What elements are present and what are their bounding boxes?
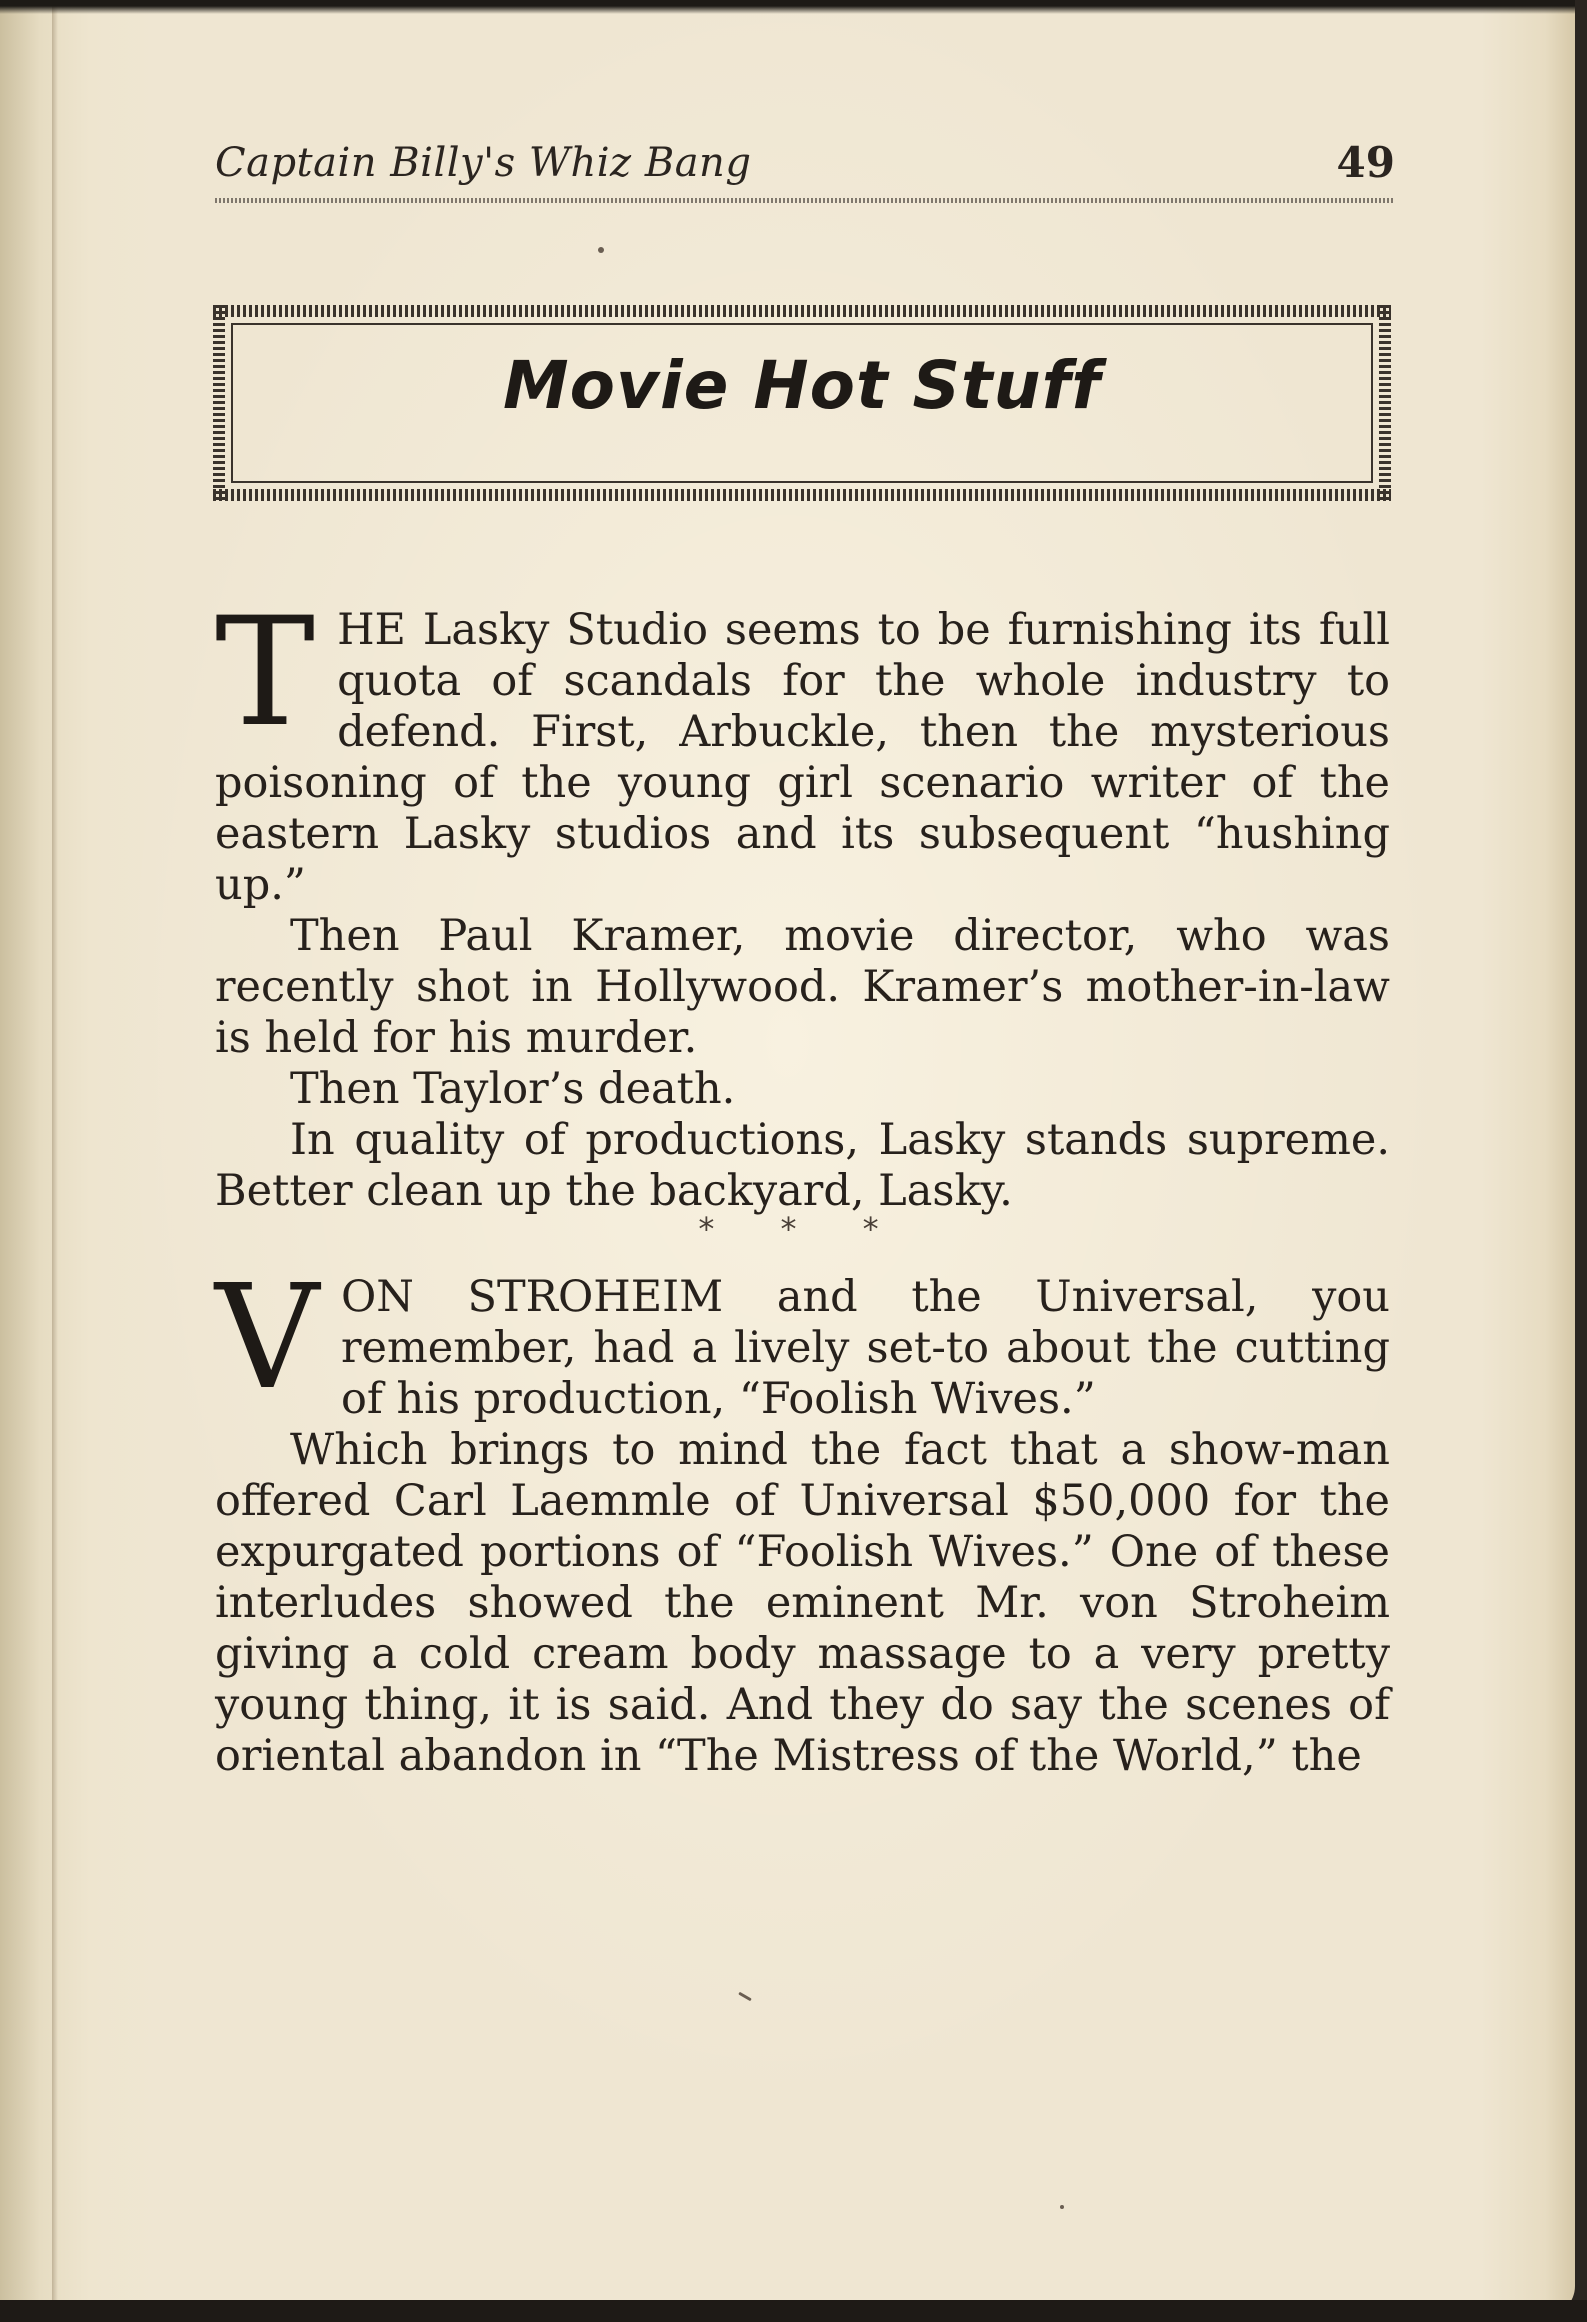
drop-cap-t: T — [215, 586, 316, 760]
paragraph-3: Then Taylor’s death. — [290, 1064, 736, 1114]
section-separator: * * * — [698, 1210, 907, 1248]
paragraph-5 — [215, 1253, 1390, 1425]
paragraph-4: In quality of productions, Lasky stands supreme. Better clean up the backyard, Lasky. — [215, 1115, 1390, 1216]
article-title-box — [213, 305, 1391, 501]
paragraph-1-text: HE Lasky Studio seems to be furnishing its full quota of scandals for the whole industry to defend. First, Arbuckle, then the mysterious poisoning of the young girl scenario writer of the eastern Lasky studios and its subsequent “hushing up.” — [215, 605, 1390, 910]
ink-speck — [1060, 2205, 1064, 2209]
running-header — [215, 140, 1395, 200]
paragraph-1 — [215, 586, 1390, 911]
title-box-border-bottom — [213, 489, 1391, 501]
magazine-title: Captain Billy's Whiz Bang — [215, 140, 752, 186]
ink-speck — [598, 247, 604, 253]
article-section-stroheim — [215, 1253, 1390, 1782]
title-box-border-top — [213, 305, 1391, 317]
page-bottom-edge — [0, 2300, 1587, 2322]
page-top-edge — [0, 0, 1575, 14]
ink-speck — [738, 1992, 752, 2002]
article-title: Movie Hot Stuff — [502, 347, 1101, 424]
paragraph-6: Which brings to mind the fact that a show-man offered Carl Laemmle of Universal $50,000 for the expurgated portions of “Foolish Wives.” One of these interludes showed the eminent Mr. von Stroheim giving a cold cream body massage to a very pretty young thing, it is said. And they do say the scenes of oriental abandon in “The Mistress of the World,” the — [215, 1425, 1390, 1781]
page-number: 49 — [1336, 138, 1395, 187]
drop-cap-v: V — [215, 1253, 319, 1421]
page-spine-shadow — [52, 0, 58, 2316]
paragraph-5-text: ON STROHEIM and the Universal, you remember, had a lively set-to about the cutting of his production, “Foolish Wives.” — [341, 1272, 1390, 1424]
paragraph-2: Then Paul Kramer, movie director, who was recently shot in Hollywood. Kramer’s mother-in-law is held for his murder. — [215, 911, 1390, 1063]
header-rule — [215, 198, 1395, 203]
article-section-lasky — [215, 586, 1390, 1217]
